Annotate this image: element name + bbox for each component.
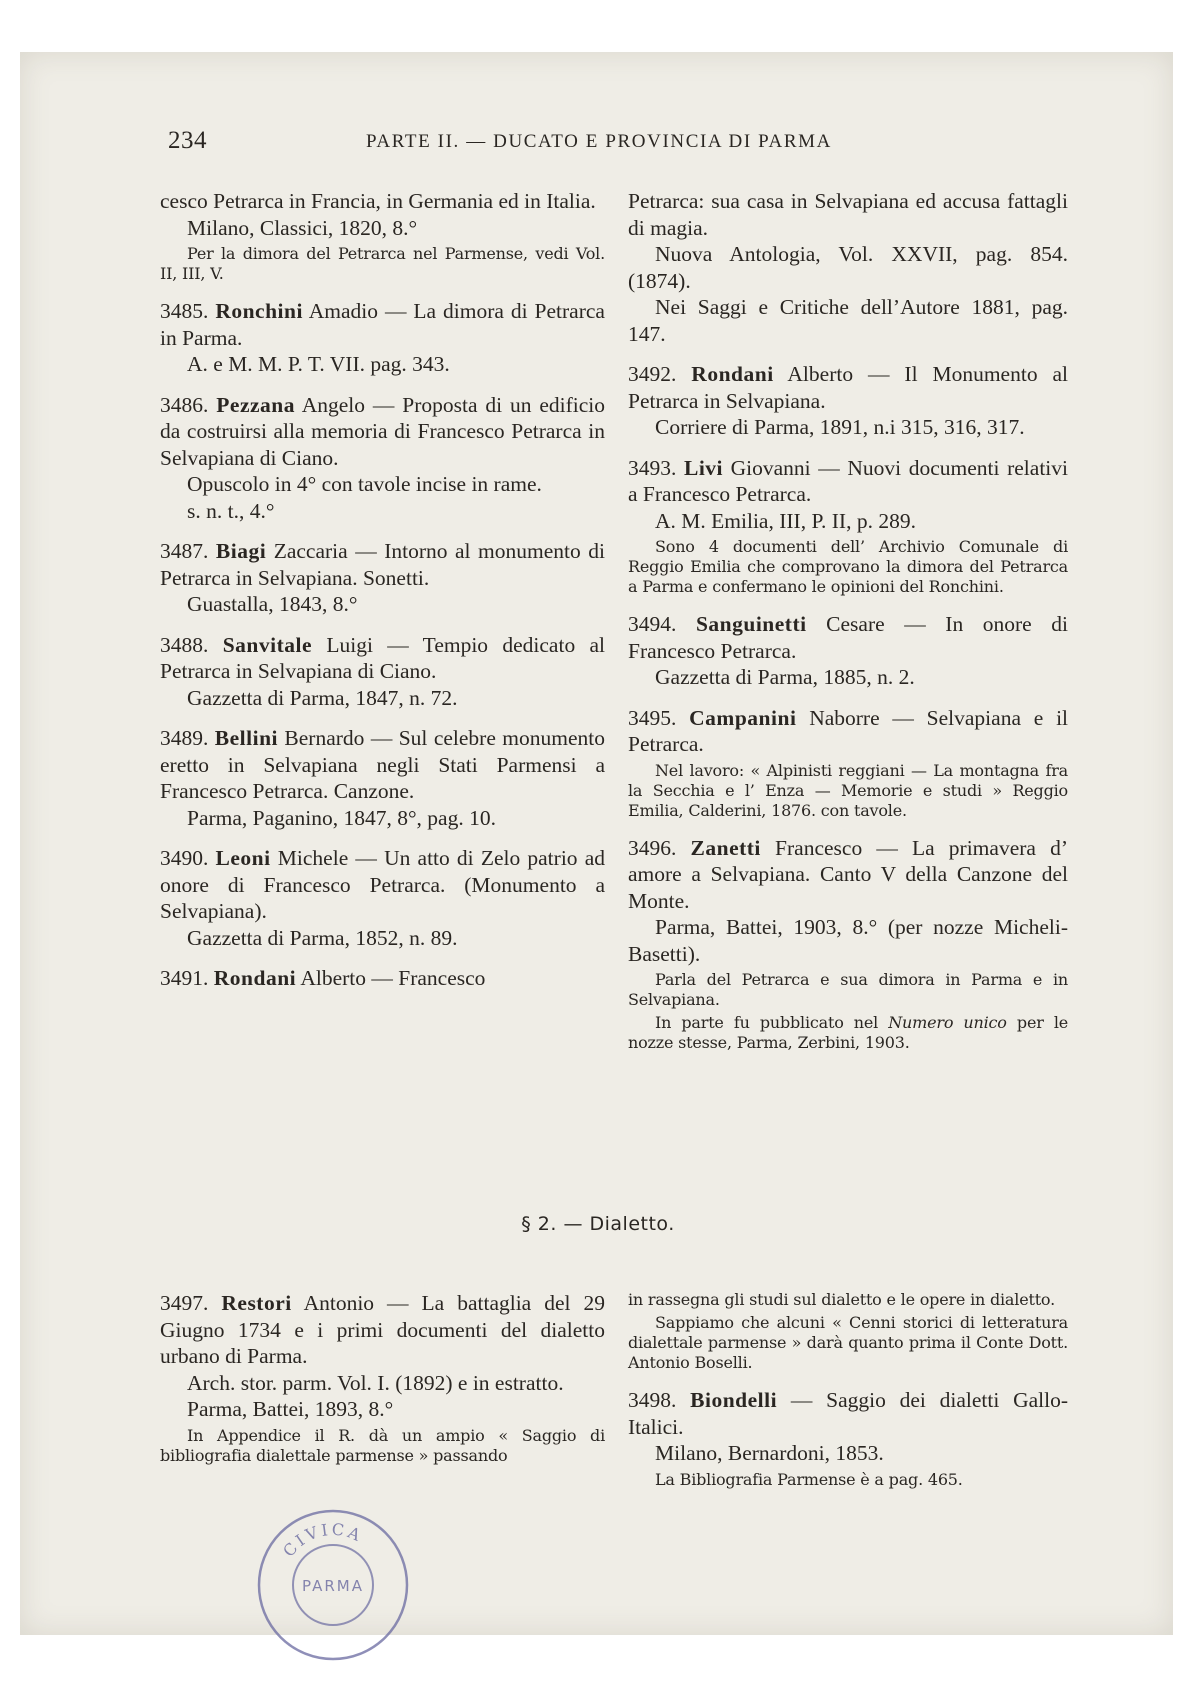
entry-text: Alberto — Francesco xyxy=(300,966,486,990)
entry-number: 3494. xyxy=(628,612,677,636)
entry-publication: Parma, Battei, 1893, 8.° xyxy=(187,1397,394,1421)
entry-text: Cesare — In onore di Francesco Petrarca. xyxy=(628,612,1069,663)
entry-continuation xyxy=(628,1290,1068,1373)
entry-text: Zaccaria — Intorno al monumento di Petrarca in Selvapiana. Sonetti. xyxy=(160,539,605,590)
entry-publication: Arch. stor. parm. Vol. I. (1892) e in estratto. xyxy=(187,1370,564,1395)
entry-text: Naborre — Selvapiana e il Petrarca. xyxy=(628,705,1069,756)
entry-author: Livi xyxy=(683,455,724,480)
entry-publication: Gazzetta di Parma, 1885, n. 2. xyxy=(655,665,915,689)
entry-continuation xyxy=(628,188,1068,347)
entry-text: — Saggio dei dialetti Gallo-Italici. xyxy=(628,1388,1069,1439)
entry-3494 xyxy=(628,611,1068,691)
entry-number: 3498. xyxy=(628,1388,677,1412)
entry-publication: Parma, Battei, 1903, 8.° (per nozze Micheli-Basetti). xyxy=(628,915,1068,966)
entry-number: 3486. xyxy=(160,392,209,417)
entry-publication: Gazzetta di Parma, 1847, n. 72. xyxy=(187,685,458,710)
entry-note xyxy=(628,1013,1068,1053)
entry-text: Francesco — La primavera d’ amore a Selvapiana. Canto V della Canzone del Monte. xyxy=(628,835,1068,913)
library-stamp-icon xyxy=(248,1500,418,1670)
entry-3495 xyxy=(628,705,1068,821)
entry-number: 3487. xyxy=(160,539,209,563)
note-text: In parte fu pubblicato nel xyxy=(655,1013,879,1032)
entry-number: 3492. xyxy=(628,362,677,386)
entry-author: Bellini xyxy=(214,726,279,750)
entry-number: 3488. xyxy=(160,632,209,657)
entry-publication: Gazzetta di Parma, 1852, n. 89. xyxy=(187,925,458,950)
entry-note: Parla del Petrarca e sua dimora in Parma e in Selvapiana. xyxy=(628,970,1068,1009)
entry-3497 xyxy=(160,1290,605,1466)
entry-3492 xyxy=(628,361,1068,441)
entry-number: 3491. xyxy=(160,966,209,990)
entry-note: Per la dimora del Petrarca nel Parmense, vedi Vol. II, III, V. xyxy=(160,244,605,283)
entry-author: Leoni xyxy=(215,846,271,870)
entry-3487 xyxy=(160,538,605,618)
entry-number: 3496. xyxy=(628,835,677,860)
entry-text: cesco Petrarca in Francia, in Germania ed in Italia. xyxy=(160,189,596,213)
entry-text: Antonio — La battaglia del 29 Giugno 1734 e i primi documenti del dialetto urbano di Parma. xyxy=(160,1291,605,1368)
entry-3491 xyxy=(160,965,605,992)
entry-publication: A. e M. M. P. T. VII. pag. 343. xyxy=(187,352,450,376)
entry-number: 3493. xyxy=(628,455,677,480)
entry-3489 xyxy=(160,725,605,831)
entry-text: Angelo — Proposta di un edificio da costruirsi alla memoria di Francesco Petrarca in Selvapiana di Ciano. xyxy=(160,392,606,470)
entry-text: Luigi — Tempio dedicato al Petrarca in Selvapiana di Ciano. xyxy=(160,632,606,683)
entry-author: Ronchini xyxy=(215,299,303,323)
entry-author: Pezzana xyxy=(216,392,295,417)
entry-publication: Opuscolo in 4° con tavole incise in rame. xyxy=(187,472,542,496)
running-head: PARTE II. — DUCATO E PROVINCIA DI PARMA xyxy=(366,131,832,152)
entry-number: 3497. xyxy=(160,1291,209,1315)
entry-3496 xyxy=(628,835,1068,1054)
note-text: per le nozze stesse, Parma, Zerbini, 1903. xyxy=(628,1013,1068,1052)
entry-author: Campanini xyxy=(689,705,797,730)
entry-publication: Milano, Classici, 1820, 8.° xyxy=(187,215,418,240)
entry-number: 3490. xyxy=(160,846,209,870)
entry-note: In Appendice il R. dà un ampio « Saggio di bibliografia dialettale parmense » passando xyxy=(160,1425,605,1465)
entry-3490 xyxy=(160,845,605,951)
page-number: 234 xyxy=(168,127,207,154)
entry-3486 xyxy=(160,392,605,525)
entry-number: 3495. xyxy=(628,705,677,730)
entry-note: Sappiamo che alcuni « Cenni storici di letteratura dialettale parmense » darà quanto prima il Conte Dott. Antonio Boselli. xyxy=(628,1313,1068,1372)
entry-number: 3485. xyxy=(160,299,209,323)
entry-3488 xyxy=(160,632,605,712)
entry-publication: Milano, Bernardoni, 1853. xyxy=(655,1441,884,1465)
section-heading: § 2. — Dialetto. xyxy=(521,1213,675,1235)
entry-3498 xyxy=(628,1387,1068,1490)
entry-publication: Guastalla, 1843, 8.° xyxy=(187,592,358,616)
column-right-bottom xyxy=(628,1290,1068,1490)
stamp-center-text: PARMA xyxy=(302,1577,364,1595)
entry-publication: Nuova Antologia, Vol. XXVII, pag. 854. (1874). xyxy=(628,242,1068,293)
column-left-top xyxy=(160,188,605,992)
entry-number: 3489. xyxy=(160,726,209,750)
entry-note: Nel lavoro: « Alpinisti reggiani — La montagna fra la Secchia e l’ Enza — Memorie e studi » Reggio Emilia, Calderini, 1876. con tavole. xyxy=(628,760,1068,820)
entry-text: Giovanni — Nuovi documenti relativi a Francesco Petrarca. xyxy=(628,455,1068,506)
note-italic-title: Numero unico xyxy=(888,1013,1007,1032)
entry-author: Biondelli xyxy=(690,1388,778,1412)
column-right-top xyxy=(628,188,1068,1053)
entry-author: Rondani xyxy=(213,966,297,990)
svg-text:CIVICA xyxy=(279,1520,366,1561)
entry-3485 xyxy=(160,298,605,378)
entry-publication: Parma, Paganino, 1847, 8°, pag. 10. xyxy=(187,805,496,830)
entry-author: Rondani xyxy=(691,362,774,386)
entry-text: Amadio — La dimora di Petrarca in Parma. xyxy=(160,299,605,350)
column-left-bottom xyxy=(160,1290,605,1466)
entry-note: Sono 4 documenti dell’ Archivio Comunale di Reggio Emilia che comprovano la dimora del Petrarca a Parma e confermano le opinioni del Ronchini. xyxy=(628,537,1068,596)
entry-publication: s. n. t., 4.° xyxy=(187,498,275,523)
entry-author: Restori xyxy=(221,1291,292,1315)
entry-text: Michele — Un atto di Zelo patrio ad onore di Francesco Petrarca. (Monumento a Selvapiana). xyxy=(160,846,605,923)
entry-author: Sanguinetti xyxy=(695,612,807,636)
stamp-top-text: CIVICA xyxy=(279,1519,366,1561)
entry-text: Alberto — Il Monumento al Petrarca in Selvapiana. xyxy=(628,362,1068,413)
entry-3493 xyxy=(628,455,1068,598)
entry-text: Bernardo — Sul celebre monumento eretto in Selvapiana negli Stati Parmensi a Francesco Petrarca. Canzone. xyxy=(160,726,605,803)
entry-author: Biagi xyxy=(215,539,267,563)
entry-text: Petrarca: sua casa in Selvapiana ed accusa fattagli di magia. xyxy=(628,189,1068,240)
entry-publication: Nei Saggi e Critiche dell’Autore 1881, pag. 147. xyxy=(628,295,1068,346)
entry-continuation xyxy=(160,188,605,284)
entry-note: La Bibliografia Parmense è a pag. 465. xyxy=(655,1469,963,1489)
entry-author: Sanvitale xyxy=(222,632,313,657)
entry-author: Zanetti xyxy=(690,835,761,860)
entry-publication: Corriere di Parma, 1891, n.i 315, 316, 317. xyxy=(655,415,1025,439)
entry-publication: A. M. Emilia, III, P. II, p. 289. xyxy=(655,508,916,533)
entry-note: in rassegna gli studi sul dialetto e le opere in dialetto. xyxy=(628,1290,1055,1309)
